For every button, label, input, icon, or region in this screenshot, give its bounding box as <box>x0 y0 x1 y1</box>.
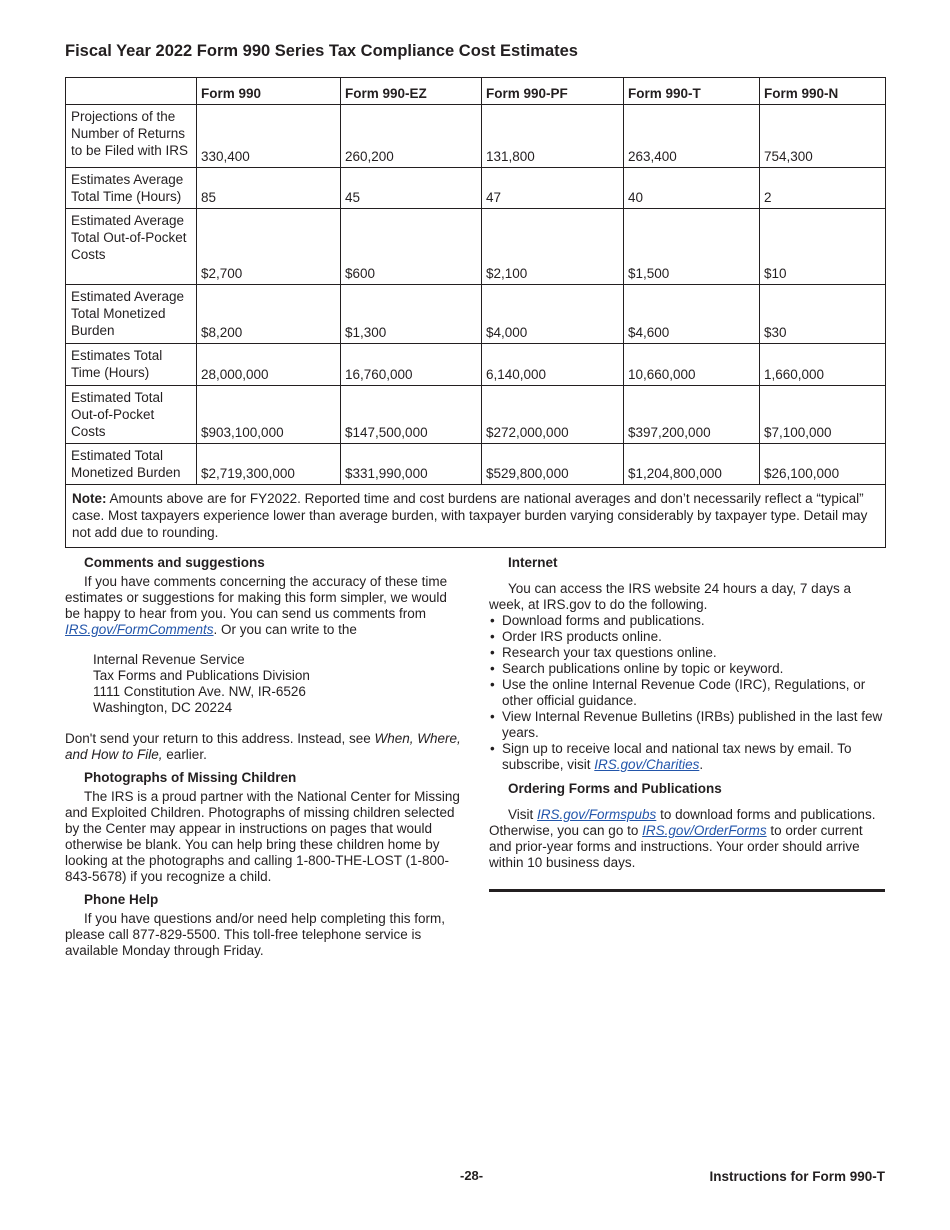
section-end-rule <box>489 889 885 892</box>
cost-estimates-table <box>65 77 886 548</box>
table-cell: 28,000,000 <box>197 344 341 386</box>
table-cell: $1,204,800,000 <box>624 444 760 485</box>
table-cell: $4,600 <box>624 285 760 344</box>
table-row <box>66 168 886 209</box>
list-item <box>489 645 885 661</box>
column-header: Form 990-T <box>624 78 760 105</box>
form-comments-link[interactable]: IRS.gov/FormComments <box>65 622 214 637</box>
table-note <box>66 485 886 548</box>
table-cell: 85 <box>197 168 341 209</box>
dont-send-text-end: earlier. <box>162 747 207 762</box>
list-item-text: Sign up to receive local and national tax news by email. To subscribe, visit <box>502 741 852 772</box>
list-item-text: Research your tax questions online. <box>502 645 717 660</box>
mailing-address <box>93 652 465 716</box>
table-row <box>66 285 886 344</box>
photos-heading: Photographs of Missing Children <box>84 770 297 785</box>
table-cell: $8,200 <box>197 285 341 344</box>
comments-text-end: . Or you can write to the <box>213 622 357 637</box>
phone-paragraph: If you have questions and/or need help completing this form, please call 877-829-5500. This toll-free telephone service is available Monday through Friday. <box>65 911 445 958</box>
list-item-text-end: . <box>699 757 704 772</box>
table-cell: $4,000 <box>482 285 624 344</box>
table-cell: $1,500 <box>624 209 760 285</box>
table-cell: $147,500,000 <box>341 386 482 444</box>
table-cell: $529,800,000 <box>482 444 624 485</box>
list-item <box>489 613 885 629</box>
table-cell: 47 <box>482 168 624 209</box>
column-header <box>66 78 197 105</box>
address-line: 1111 Constitution Ave. NW, IR-6526 <box>93 684 306 699</box>
table-cell: 260,200 <box>341 105 482 168</box>
table-cell: $903,100,000 <box>197 386 341 444</box>
column-header: Form 990-PF <box>482 78 624 105</box>
list-item-text: Download forms and publications. <box>502 613 705 628</box>
ordering-text: to order current and prior-year forms and instructions. Your order should arrive within 10 business days. <box>489 823 863 870</box>
table-cell: 2 <box>760 168 886 209</box>
table-row <box>66 209 886 285</box>
table-cell: $272,000,000 <box>482 386 624 444</box>
note-text: Amounts above are for FY2022. Reported time and cost burdens are national averages and don’t necessarily reflect a “typical” case. Most taxpayers experience lower than average burden, with taxpayer burden varying considerably by taxpayer type. Detail may not add due to rounding. <box>72 491 868 540</box>
page-number: -28- <box>460 1168 484 1183</box>
bullet: • <box>490 741 495 756</box>
table-cell: $2,100 <box>482 209 624 285</box>
orderforms-link[interactable]: IRS.gov/OrderForms <box>642 823 767 838</box>
right-column <box>489 555 885 892</box>
list-item <box>489 629 885 645</box>
address-line: Internal Revenue Service <box>93 652 245 667</box>
list-item <box>489 677 885 709</box>
table-cell: $7,100,000 <box>760 386 886 444</box>
row-label: Projections of the Number of Returns to be Filed with IRS <box>66 105 197 168</box>
table-cell: $10 <box>760 209 886 285</box>
table-cell: $331,990,000 <box>341 444 482 485</box>
ordering-heading: Ordering Forms and Publications <box>508 781 722 796</box>
table-cell: 1,660,000 <box>760 344 886 386</box>
table-row <box>66 105 886 168</box>
ordering-text: Visit <box>508 807 538 822</box>
page-title: Fiscal Year 2022 Form 990 Series Tax Compliance Cost Estimates <box>65 42 578 60</box>
ordering-paragraph <box>489 807 885 871</box>
row-label: Estimated Total Monetized Burden <box>66 444 197 485</box>
list-item-text: Use the online Internal Revenue Code (IRC), Regulations, or other official guidance. <box>502 677 866 708</box>
row-label: Estimated Average Total Out-of-Pocket Costs <box>66 209 197 285</box>
charities-link[interactable]: IRS.gov/Charities <box>594 757 700 772</box>
list-item <box>489 741 885 773</box>
phone-heading: Phone Help <box>84 892 159 907</box>
bullet: • <box>490 677 495 692</box>
footer-doc-title: Instructions for Form 990-T <box>709 1169 885 1184</box>
table-cell: 16,760,000 <box>341 344 482 386</box>
list-item-text: Search publications online by topic or keyword. <box>502 661 784 676</box>
bullet: • <box>490 645 495 660</box>
comments-text: If you have comments concerning the accuracy of these time estimates or suggestions for making this form simpler, we would be happy to hear from you. You can send us comments from <box>65 574 448 621</box>
table-row <box>66 386 886 444</box>
bullet: • <box>490 661 495 676</box>
internet-intro: You can access the IRS website 24 hours a day, 7 days a week, at IRS.gov to do the following. <box>489 581 851 612</box>
list-item <box>489 661 885 677</box>
list-item-text: View Internal Revenue Bulletins (IRBs) published in the last few years. <box>502 709 883 740</box>
bullet: • <box>490 629 495 644</box>
column-header: Form 990-N <box>760 78 886 105</box>
table-cell: $1,300 <box>341 285 482 344</box>
table-cell: 263,400 <box>624 105 760 168</box>
formspubs-link[interactable]: IRS.gov/Formspubs <box>537 807 657 822</box>
row-label: Estimated Total Out-of-Pocket Costs <box>66 386 197 444</box>
comments-heading: Comments and suggestions <box>84 555 265 570</box>
table-cell: 40 <box>624 168 760 209</box>
note-label: Note: <box>72 491 107 506</box>
address-line: Washington, DC 20224 <box>93 700 233 715</box>
table-header-row <box>66 78 886 105</box>
row-label: Estimates Total Time (Hours) <box>66 344 197 386</box>
table-note-row <box>66 485 886 548</box>
ordering-text: to download forms and publications. Otherwise, you can go to <box>489 807 876 838</box>
bullet: • <box>490 709 495 724</box>
table-cell: 45 <box>341 168 482 209</box>
table-cell: $26,100,000 <box>760 444 886 485</box>
table-cell: 330,400 <box>197 105 341 168</box>
row-label: Estimated Average Total Monetized Burden <box>66 285 197 344</box>
table-cell: 754,300 <box>760 105 886 168</box>
table-row <box>66 444 886 485</box>
table-cell: 6,140,000 <box>482 344 624 386</box>
table-row <box>66 344 886 386</box>
comments-paragraph <box>65 574 465 638</box>
dont-send-text: Don't send your return to this address. Instead, see <box>65 731 375 746</box>
table-cell: $600 <box>341 209 482 285</box>
photos-paragraph: The IRS is a proud partner with the National Center for Missing and Exploited Children. Photographs of missing children selected by the Center may appear in instructions on pages that would otherwise be blank. You can help bring these children home by looking at the photographs and calling 1-800-THE-LOST (1-800-843-5678) if you recognize a child. <box>65 789 460 884</box>
column-header: Form 990 <box>197 78 341 105</box>
table-cell: $2,719,300,000 <box>197 444 341 485</box>
left-column <box>65 555 465 959</box>
table-cell: $30 <box>760 285 886 344</box>
table-cell: $2,700 <box>197 209 341 285</box>
row-label: Estimates Average Total Time (Hours) <box>66 168 197 209</box>
address-line: Tax Forms and Publications Division <box>93 668 310 683</box>
table-cell: $397,200,000 <box>624 386 760 444</box>
bullet: • <box>490 613 495 628</box>
when-where-how-ref: When, Where, and How to File, <box>65 731 461 762</box>
table-cell: 10,660,000 <box>624 344 760 386</box>
dont-send-paragraph <box>65 731 465 763</box>
list-item <box>489 709 885 741</box>
list-item-text: Order IRS products online. <box>502 629 662 644</box>
column-header: Form 990-EZ <box>341 78 482 105</box>
internet-heading: Internet <box>508 555 558 570</box>
table-cell: 131,800 <box>482 105 624 168</box>
